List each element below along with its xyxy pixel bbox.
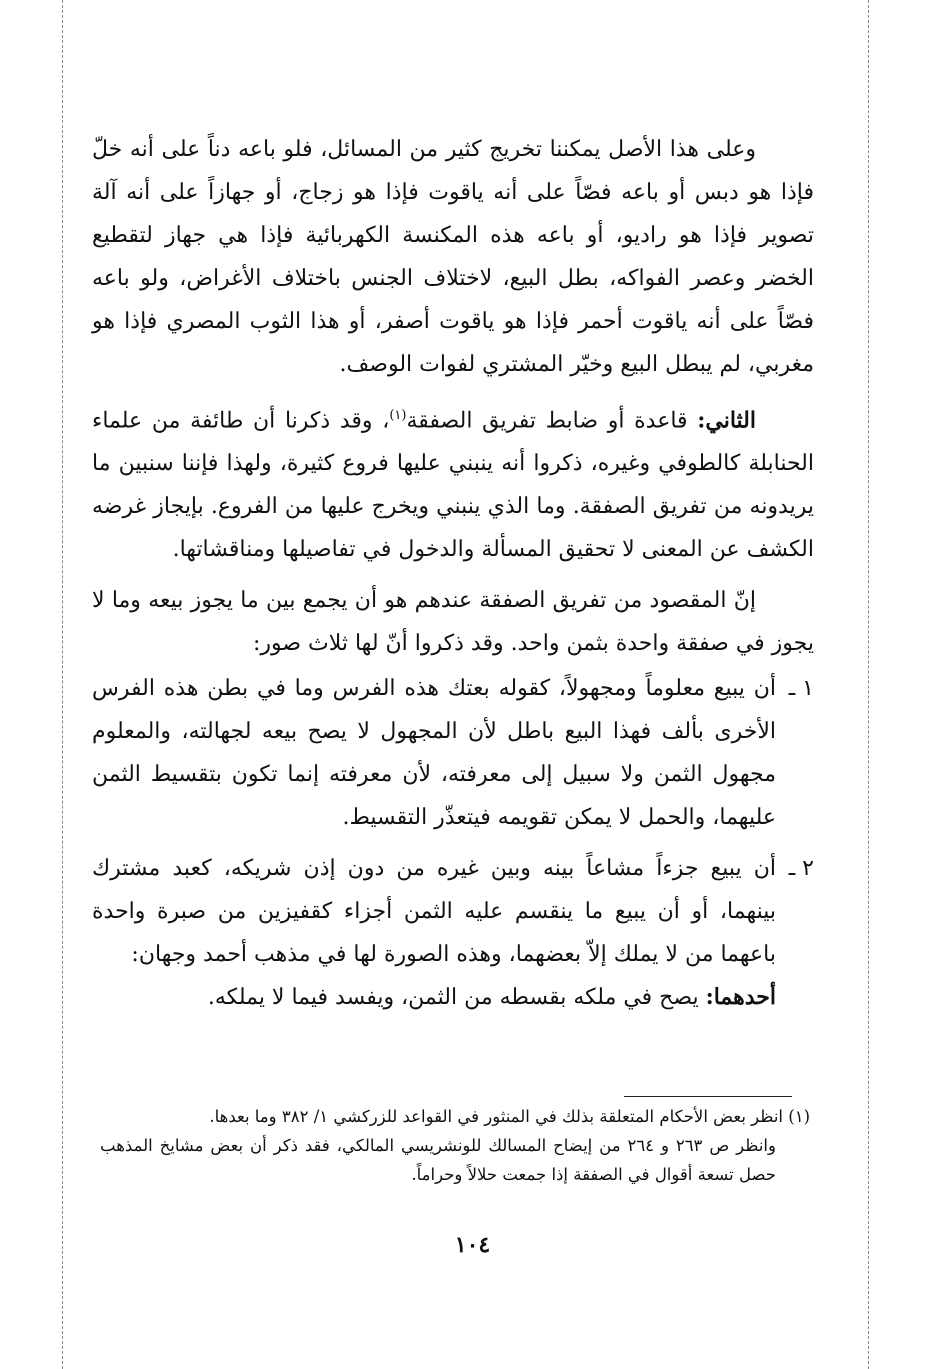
page-number: ١٠٤ [454,1232,491,1258]
page-body [92,128,814,1019]
footnote-separator [624,1096,792,1097]
footnote-ref: (١) [389,408,407,423]
footnote-text-1: انظر بعض الأحكام المتعلقة بذلك في المنثور في القواعد للزركشي ١/ ٣٨٢ وما بعدها. [209,1107,783,1126]
list-item-2-text: أن يبيع جزءاً مشاعاً بينه وبين غيره من دون إذن شريكه، كعبد مشترك بينهما، أو أن يبيع ما ينقسم عليه الثمن أجزاء كقفيزين من صبرة واحدة باعهما من لا يملك إلاّ بعضهما، وهذه الصورة لها في مذهب أحمد وجهان: [92,856,776,968]
list-item-1-number: ١ ـ [788,676,814,702]
footnote [100,1102,810,1189]
paragraph-2-text-a: قاعدة أو ضابط تفريق الصفقة [406,408,688,434]
scan-guide-line-left [62,0,63,1369]
sub-point-text: يصح في ملكه بقسطه من الثمن، ويفسد فيما لا يملكه. [207,985,699,1011]
paragraph-3: إنّ المقصود من تفريق الصفقة عندهم هو أن يجمع بين ما يجوز بيعه وما لا يجوز في صفقة واحدة بثمن واحد. وقد ذكروا أنّ لها ثلاث صور: [92,588,814,657]
paragraph-2-text-b: ، وقد ذكرنا أن طائفة من علماء الحنابلة كالطوفي وغيره، ذكروا أنه ينبني عليها فروع كثيرة، ولهذا فإننا سنبين ما يريدونه من تفريق الصفقة. وما الذي ينبني ويخرج عليها من الفروع. بإيجاز غرضه الكشف عن المعنى لا تحقيق المسألة والدخول في تفاصيلها ومناقشاتها. [92,408,814,563]
list-item-2 [92,847,814,976]
list-item-2-number: ٢ ـ [788,856,814,882]
sub-point-label: أحدهما: [705,984,776,1011]
footnote-marker: (١) [788,1107,810,1126]
list-item-1-text: أن يبيع معلوماً ومجهولاً، كقوله بعتك هذه الفرس وما في بطن هذه الفرس الأخرى بألف فهذا البيع باطل لأن المجهول لا يصح بيعه لجهالته، والمعلوم مجهول الثمن ولا سبيل إلى معرفته، لأن معرفته إنما تكون بتقسيط الثمن عليهما، والحمل لا يمكن تقويمه فيتعذّر التقسيط. [92,676,776,831]
sub-point-first [92,976,814,1019]
list-item-1 [92,667,814,839]
paragraph-2-label: الثاني: [697,407,756,434]
paragraph-1: وعلى هذا الأصل يمكننا تخريج كثير من المسائل، فلو باعه دناً على أنه خلّ فإذا هو دبس أو باعه فصّاً على أنه ياقوت فإذا هو زجاج، أو جهازاً على أنه آلة تصوير فإذا هو راديو، أو باعه هذه المكنسة الكهربائية فإذا هي جهاز لتقطيع الخضر وعصر الفواكه، بطل البيع، لاختلاف الجنس باختلاف الأغراض، ولو باعه فصّاً على أنه ياقوت أحمر فإذا هو ياقوت أصفر، أو هذا الثوب المصري فإذا هو مغربي، لم يبطل البيع وخيّر المشتري لفوات الوصف. [92,137,814,377]
footnote-line-2: وانظر ص ٢٦٣ و ٢٦٤ من إيضاح المسالك للونشريسي المالكي، فقد ذكر أن بعض مشايخ المذهب حصل تسعة أقوال في الصفقة إذا جمعت حلالاً وحراماً. [100,1136,776,1184]
footnote-line-1 [100,1102,810,1131]
scan-guide-line-right [868,0,869,1369]
paragraph-2 [92,394,814,571]
